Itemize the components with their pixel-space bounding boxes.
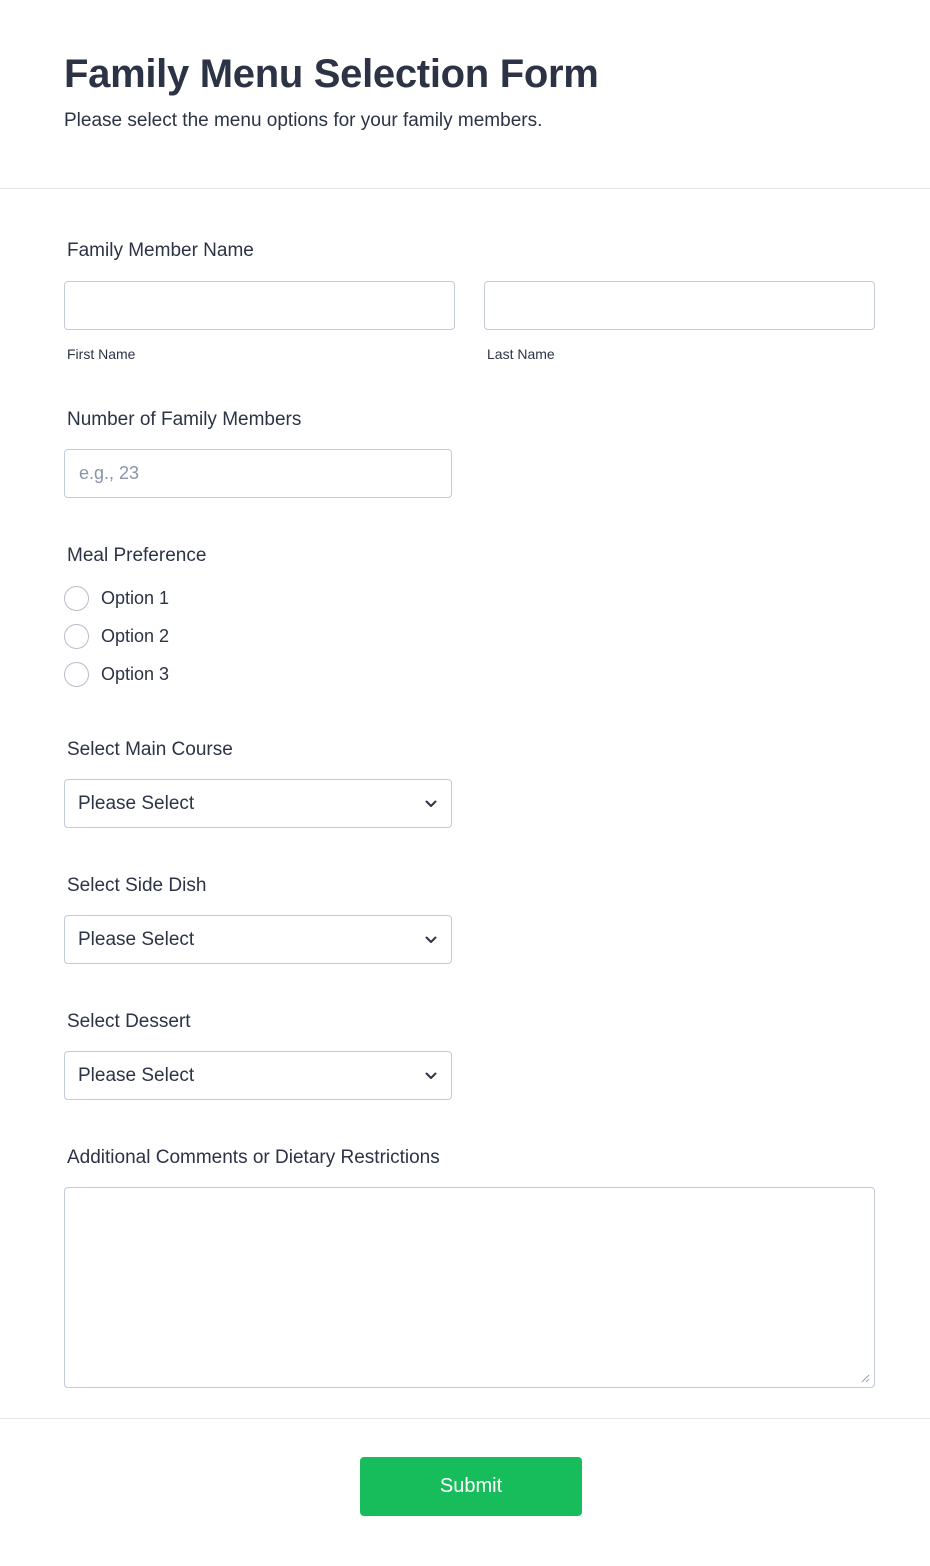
- side-dish-selected-value: Please Select: [78, 928, 195, 950]
- meal-preference-label: Meal Preference: [67, 545, 207, 566]
- page-title: Family Menu Selection Form: [64, 52, 599, 96]
- dessert-label: Select Dessert: [67, 1011, 191, 1032]
- meal-option-1[interactable]: [64, 585, 169, 611]
- number-of-family-members-label: Number of Family Members: [67, 409, 302, 430]
- main-course-select[interactable]: [64, 779, 452, 828]
- side-dish-select[interactable]: [64, 915, 452, 964]
- dessert-select[interactable]: [64, 1051, 452, 1100]
- first-name-sublabel: First Name: [67, 346, 136, 362]
- dessert-selected-value: Please Select: [78, 1064, 195, 1086]
- comments-label: Additional Comments or Dietary Restrictions: [67, 1147, 440, 1168]
- number-of-family-members-input[interactable]: [64, 449, 452, 498]
- form-header: [0, 0, 930, 189]
- first-name-input[interactable]: [64, 281, 455, 330]
- submit-button[interactable]: Submit: [360, 1457, 582, 1516]
- chevron-down-icon: [424, 1069, 438, 1083]
- main-course-selected-value: Please Select: [78, 792, 195, 814]
- family-member-name-label: Family Member Name: [67, 240, 254, 261]
- radio-label: Option 3: [101, 663, 170, 684]
- last-name-sublabel: Last Name: [487, 346, 555, 362]
- side-dish-label: Select Side Dish: [67, 875, 207, 896]
- radio-label: Option 2: [101, 625, 170, 646]
- radio-label: Option 1: [101, 587, 170, 608]
- radio-button[interactable]: [64, 624, 89, 649]
- chevron-down-icon: [424, 933, 438, 947]
- resize-handle-icon[interactable]: [860, 1373, 870, 1383]
- chevron-down-icon: [424, 797, 438, 811]
- page-subtitle: Please select the menu options for your family members.: [64, 110, 543, 131]
- main-course-label: Select Main Course: [67, 739, 233, 760]
- radio-button[interactable]: [64, 662, 89, 687]
- meal-option-2[interactable]: [64, 623, 169, 649]
- meal-option-3[interactable]: [64, 661, 169, 687]
- comments-textarea[interactable]: [64, 1187, 875, 1388]
- last-name-input[interactable]: [484, 281, 875, 330]
- radio-button[interactable]: [64, 586, 89, 611]
